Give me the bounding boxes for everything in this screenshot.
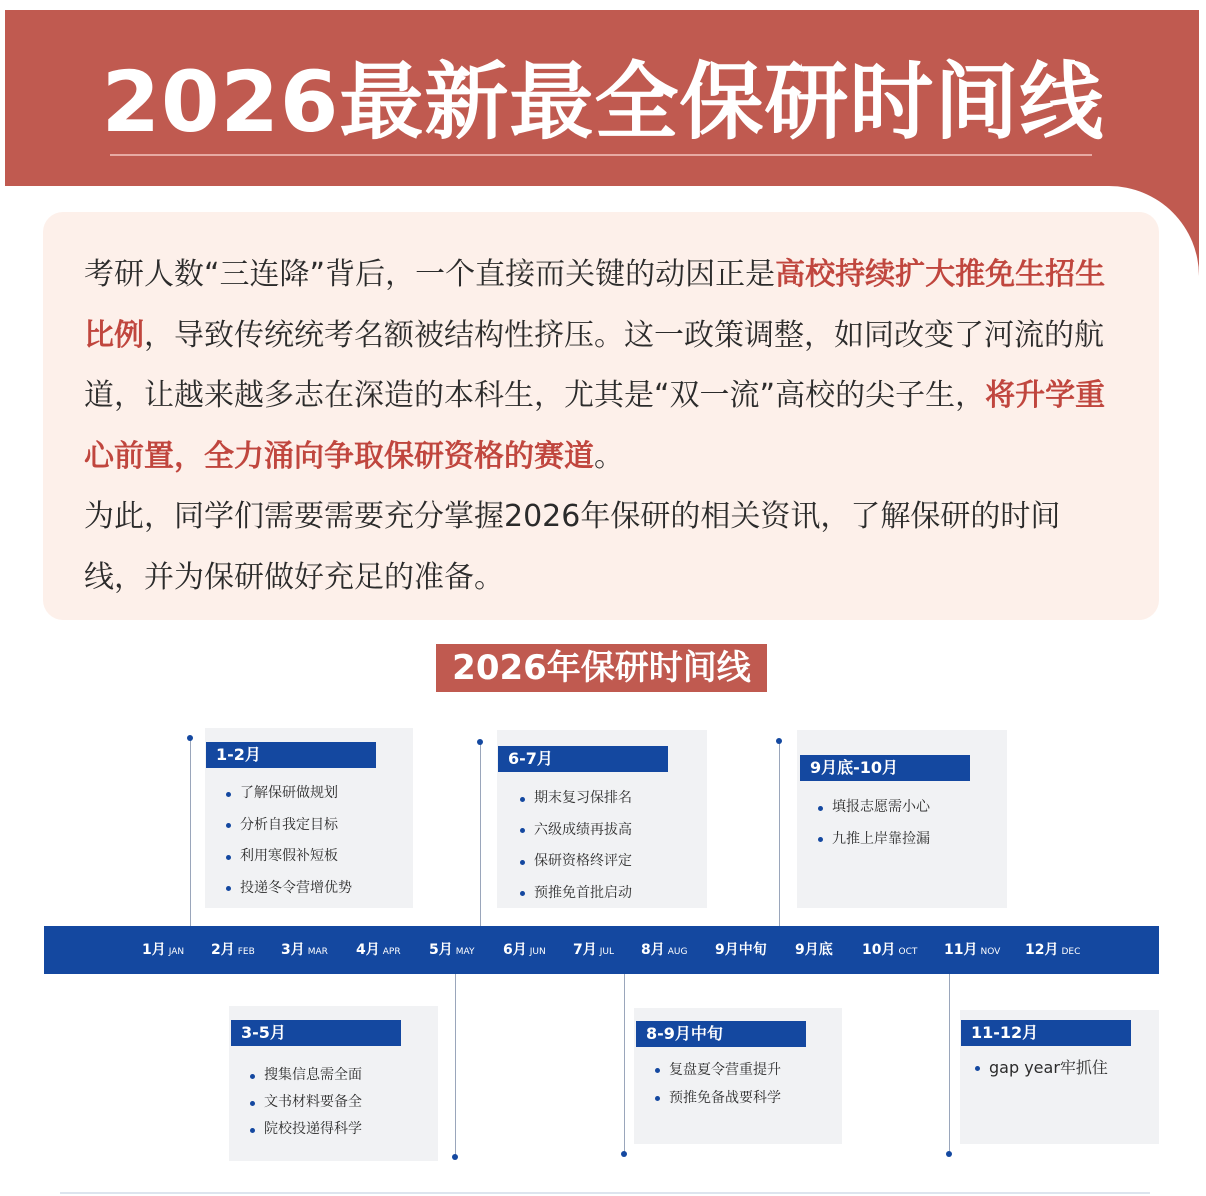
- page-title: 2026最新最全保研时间线: [101, 53, 1105, 151]
- month-cn: 2月: [211, 942, 235, 958]
- title-underline: [110, 154, 1092, 156]
- phase-item: 预推免首批启动: [520, 878, 632, 910]
- phase-item: 院校投递得科学: [250, 1116, 362, 1143]
- month-cn: 5月: [429, 942, 453, 958]
- month-en: JUN: [529, 947, 546, 957]
- phase-item: 六级成绩再拔高: [520, 815, 632, 847]
- month-en: DEC: [1061, 947, 1081, 957]
- month-label: [356, 926, 401, 974]
- phase-tag: 9月底-10月: [800, 755, 970, 781]
- intro-text: [84, 245, 1114, 608]
- month-cn: 1月: [142, 942, 166, 958]
- phase-item: 填报志愿需小心: [818, 792, 930, 824]
- month-en: OCT: [898, 947, 918, 957]
- phase-item: 分析自我定目标: [226, 810, 352, 842]
- month-cn: 9月中旬: [715, 942, 767, 958]
- intro-text-run: 考研人数“三连降”背后，一个直接而关键的动因正是: [84, 257, 776, 292]
- phase-tag: 11-12月: [961, 1020, 1131, 1046]
- phase-items: [655, 1056, 781, 1112]
- month-cn: 12月: [1025, 942, 1059, 958]
- month-label: [503, 926, 546, 974]
- month-label: [1025, 926, 1080, 974]
- connector-line: [455, 974, 456, 1157]
- month-en: MAY: [455, 947, 475, 957]
- month-en: MAR: [307, 947, 328, 957]
- month-en: AUG: [667, 947, 688, 957]
- connector-dot: [477, 739, 483, 745]
- timeline-title: 2026年保研时间线: [436, 644, 767, 692]
- intro-highlight: 高校持续扩大推免生招生比例: [84, 257, 1106, 353]
- phase-tag: 1-2月: [206, 742, 376, 768]
- phase-items: [975, 1054, 1108, 1082]
- phase-items: [818, 792, 930, 855]
- month-label: [795, 926, 833, 974]
- phase-item: 了解保研做规划: [226, 778, 352, 810]
- month-label: [211, 926, 255, 974]
- connector-line: [190, 738, 191, 926]
- phase-items: [250, 1062, 362, 1143]
- phase-item: gap year牢抓住: [975, 1054, 1108, 1082]
- intro-text-run: ，导致传统统考名额被结构性挤压。这一政策调整，如同改变了河流的航道，让越来越多志在深造的本科生，尤其是“双一流”高校的尖子生，: [84, 317, 1104, 413]
- month-en: NOV: [980, 947, 1001, 957]
- connector-dot: [621, 1151, 627, 1157]
- connector-dot: [776, 738, 782, 744]
- month-en: JAN: [168, 947, 185, 957]
- phase-item: 搜集信息需全面: [250, 1062, 362, 1089]
- phase-tag: 6-7月: [498, 746, 668, 772]
- phase-item: 预推免备战要科学: [655, 1084, 781, 1112]
- month-en: APR: [382, 947, 401, 957]
- phase-tag: 8-9月中旬: [636, 1021, 806, 1047]
- connector-dot: [452, 1154, 458, 1160]
- month-label: [641, 926, 687, 974]
- phase-item: 投递冬令营增优势: [226, 873, 352, 905]
- month-en: JUL: [599, 947, 615, 957]
- phase-item: 九推上岸靠捡漏: [818, 824, 930, 856]
- phase-items: [226, 778, 352, 904]
- connector-dot: [946, 1151, 952, 1157]
- phase-item: 保研资格终评定: [520, 846, 632, 878]
- phase-item: 期末复习保排名: [520, 783, 632, 815]
- phase-item: 利用寒假补短板: [226, 841, 352, 873]
- month-label: [142, 926, 184, 974]
- month-cn: 4月: [356, 942, 380, 958]
- phase-item: 复盘夏令营重提升: [655, 1056, 781, 1084]
- bottom-divider: [60, 1192, 1150, 1194]
- phase-item: 文书材料要备全: [250, 1089, 362, 1116]
- month-cn: 6月: [503, 942, 527, 958]
- intro-text-run: 。: [594, 438, 624, 474]
- connector-line: [779, 741, 780, 926]
- month-cn: 9月底: [795, 942, 833, 958]
- month-cn: 11月: [944, 942, 978, 958]
- month-cn: 7月: [573, 942, 597, 958]
- month-en: FEB: [237, 947, 255, 957]
- month-label: [573, 926, 614, 974]
- phase-tag: 3-5月: [231, 1020, 401, 1046]
- connector-dot: [187, 735, 193, 741]
- connector-line: [949, 974, 950, 1154]
- phase-items: [520, 783, 632, 909]
- month-label: [862, 926, 917, 974]
- intro-paragraph-1: [84, 245, 1114, 487]
- month-label: [715, 926, 767, 974]
- month-cn: 3月: [281, 942, 305, 958]
- connector-line: [480, 742, 481, 926]
- intro-paragraph-2: 为此，同学们需要需要充分掌握2026年保研的相关资讯，了解保研的时间线，并为保研做好充足的准备。: [84, 499, 1061, 595]
- intro-highlight: 将升学重心前置，全力涌向争取保研资格的赛道: [84, 378, 1106, 474]
- month-cn: 8月: [641, 942, 665, 958]
- month-label: [944, 926, 1000, 974]
- month-label: [429, 926, 474, 974]
- month-cn: 10月: [862, 942, 896, 958]
- month-label: [281, 926, 328, 974]
- connector-line: [624, 974, 625, 1154]
